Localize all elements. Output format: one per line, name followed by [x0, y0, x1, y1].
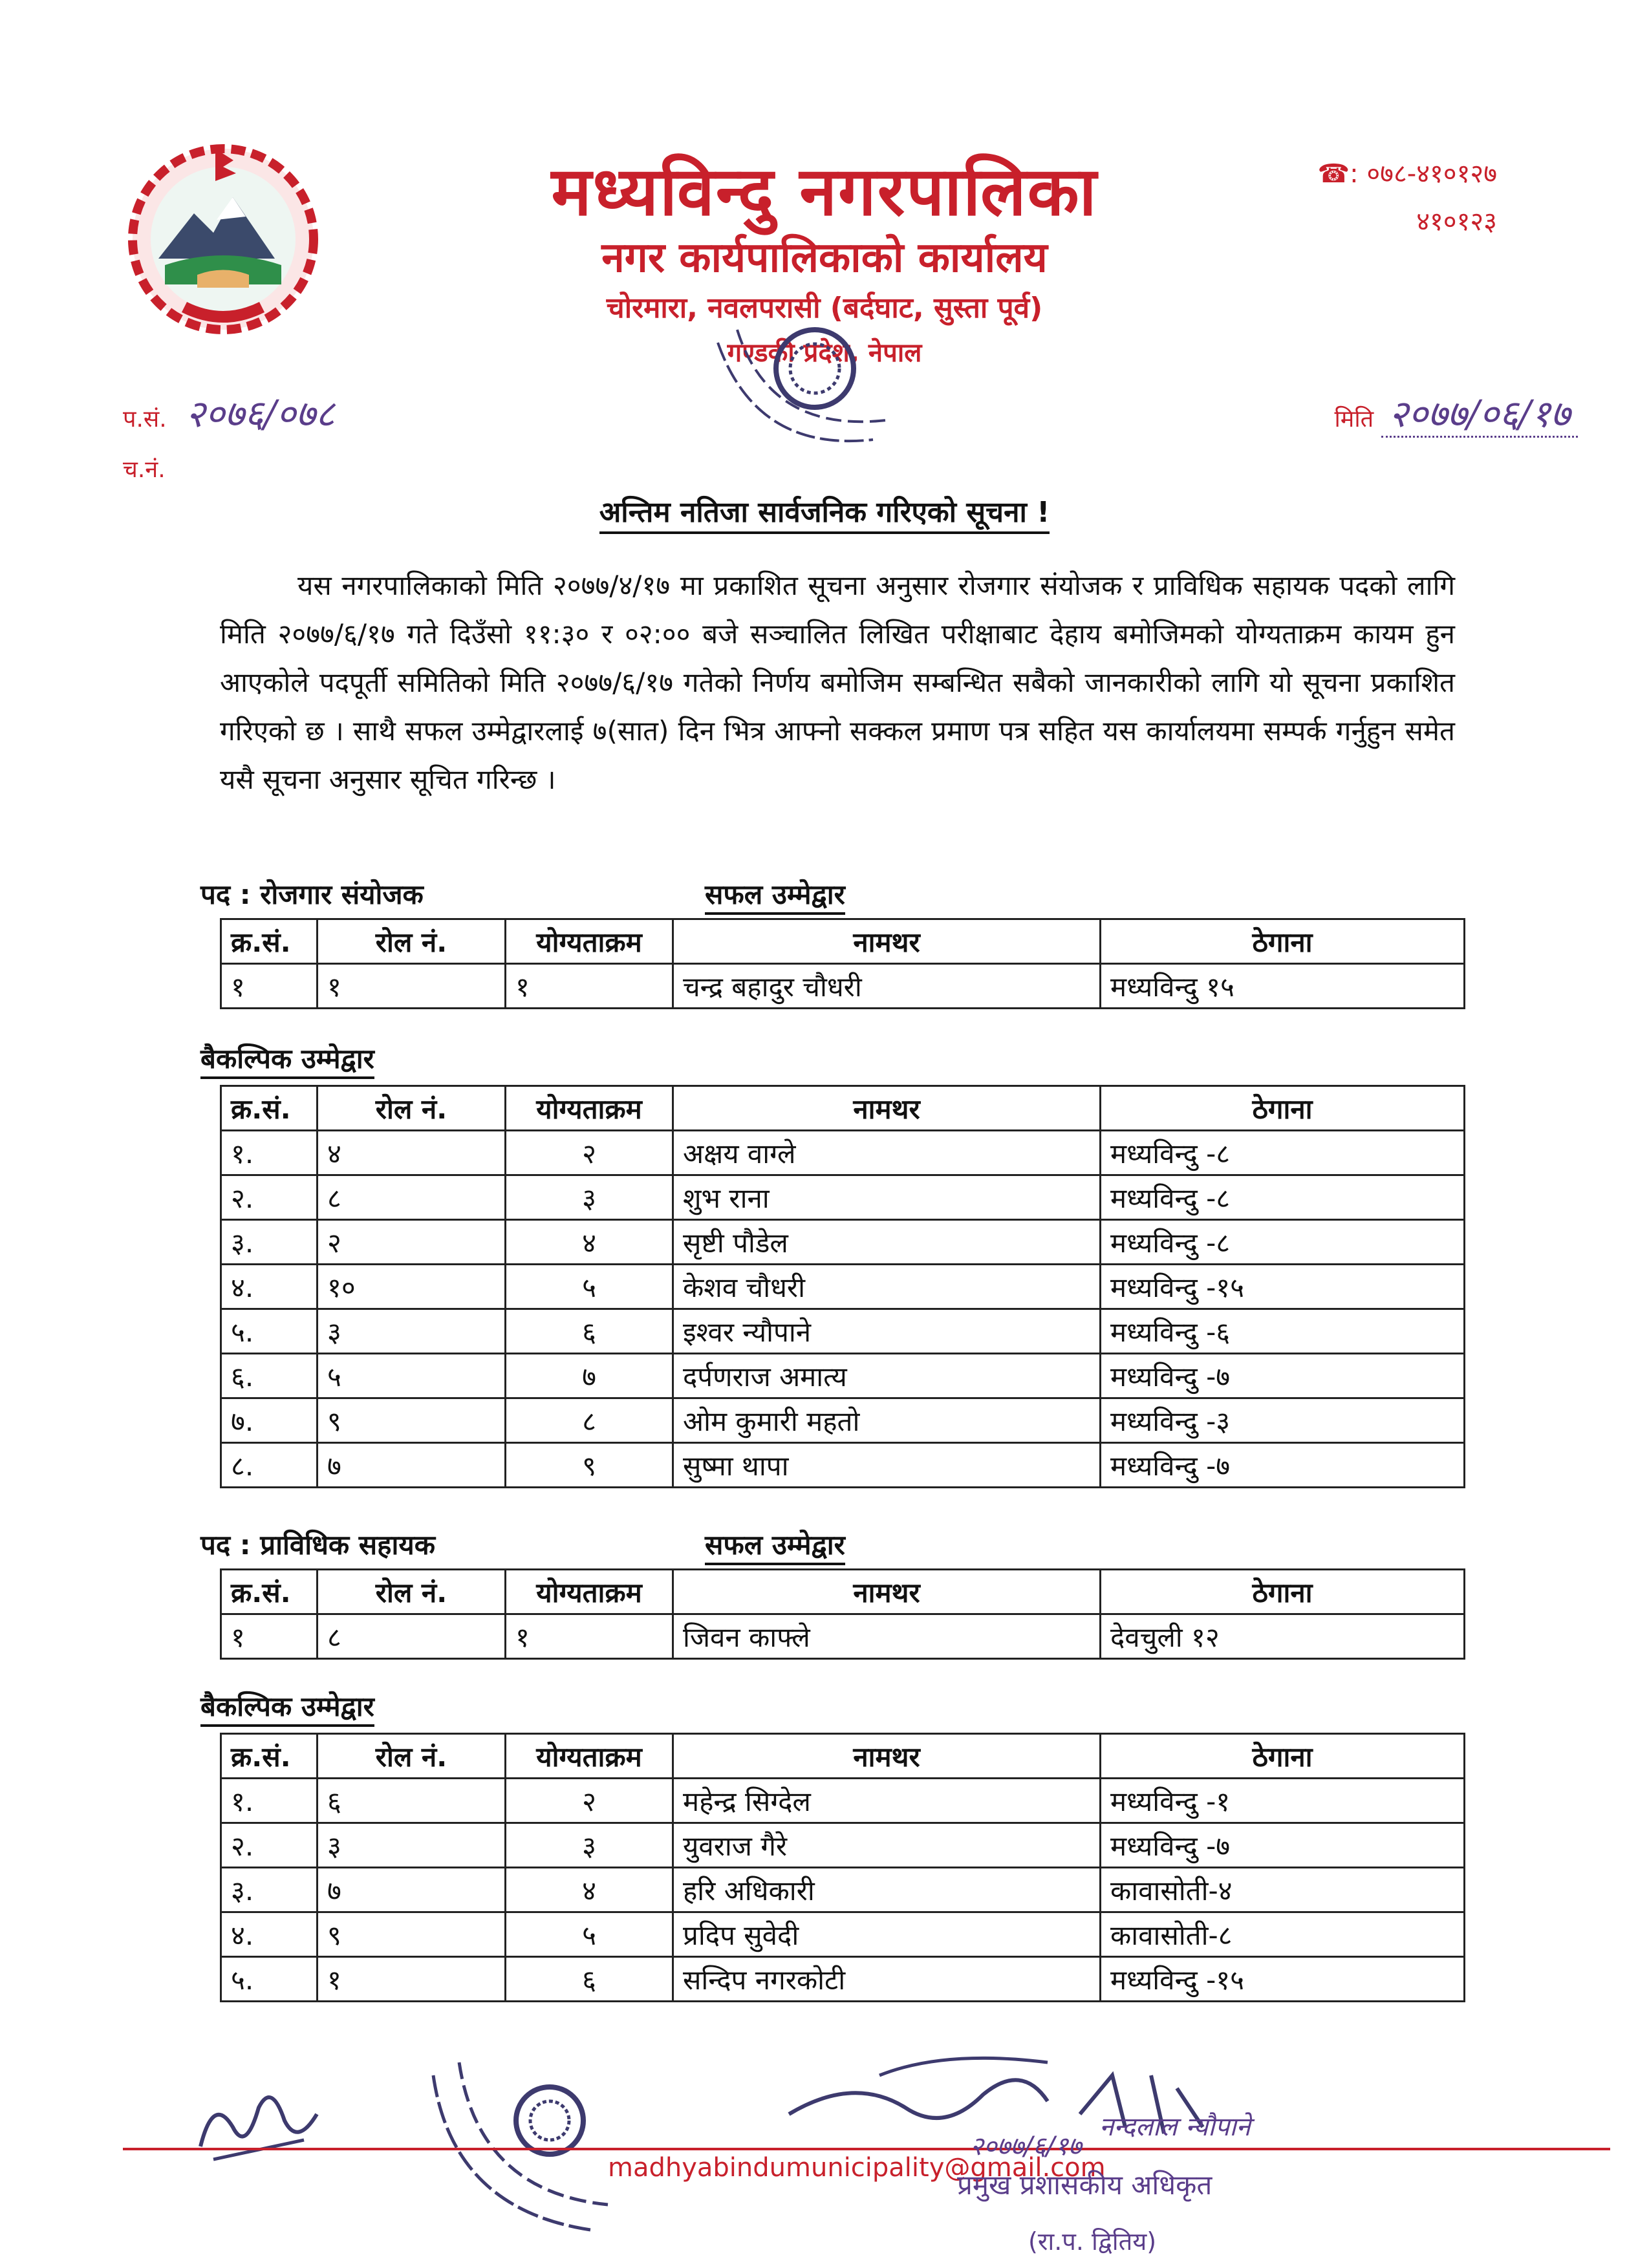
cell-sn: १	[221, 1614, 318, 1659]
cell-name: चन्द्र बहादुर चौधरी	[673, 964, 1101, 1009]
cell-roll: ७	[318, 1443, 506, 1488]
org-name: मध्यविन्दु नगरपालिका	[551, 152, 1098, 231]
cell-sn: ७.	[221, 1398, 318, 1443]
date-label: मिति	[1334, 406, 1374, 433]
office-name: नगर कार्यपालिकाको कार्यालय	[601, 234, 1048, 282]
footer-email[interactable]: madhyabindumunicipality@gmail.com	[608, 2153, 1106, 2183]
cell-sn: ६.	[221, 1354, 318, 1398]
post2-alternate-label: बैकल्पिक उम्मेद्वार	[200, 1687, 374, 1727]
col-header-roll: रोल नं.	[318, 1086, 506, 1131]
cell-address: देवचुली १२	[1101, 1614, 1465, 1659]
cell-sn: ३.	[221, 1220, 318, 1265]
post2-successful-label: सफल उम्मेद्वार	[705, 1526, 845, 1565]
cell-roll: १	[318, 1957, 506, 2002]
cell-address: मध्यविन्दु -१	[1101, 1779, 1465, 1823]
cell-roll: ५	[318, 1354, 506, 1398]
post1-label: पद : रोजगार संयोजक	[200, 879, 424, 910]
cell-sn: २.	[221, 1823, 318, 1868]
table-row	[221, 1398, 1465, 1443]
cell-name: युवराज गैरे	[673, 1823, 1101, 1868]
col-header-sn: क्र.सं.	[221, 1086, 318, 1131]
officer-class: (रा.प. द्वितिय)	[1028, 2227, 1157, 2256]
cell-roll: २	[318, 1220, 506, 1265]
cell-address: मध्यविन्दु -७	[1101, 1443, 1465, 1488]
cell-merit: ६	[506, 1309, 673, 1354]
officer-title: प्रमुख प्रशासकीय अधिकृत	[957, 2169, 1212, 2201]
table-row	[221, 1779, 1465, 1823]
cell-merit: ८	[506, 1398, 673, 1443]
phone-line-2: ४१०१२३	[1416, 207, 1497, 237]
province-name: गण्डकी प्रदेश, नेपाल	[727, 338, 922, 368]
col-header-merit: योग्यताक्रम	[506, 1570, 673, 1614]
cell-sn: २.	[221, 1175, 318, 1220]
cell-merit: ९	[506, 1443, 673, 1488]
table-row	[221, 1265, 1465, 1309]
table-row	[221, 964, 1465, 1009]
col-header-name: नामथर	[673, 919, 1101, 964]
post2-successful-table	[220, 1568, 1465, 1660]
cell-merit: २	[506, 1131, 673, 1175]
col-header-roll: रोल नं.	[318, 1570, 506, 1614]
table-row	[221, 1443, 1465, 1488]
cell-sn: ४.	[221, 1912, 318, 1957]
col-header-address: ठेगाना	[1101, 1734, 1465, 1779]
cell-sn: ३.	[221, 1868, 318, 1912]
cell-address: मध्यविन्दु -८	[1101, 1175, 1465, 1220]
post1-alternate-table	[220, 1085, 1465, 1488]
table-row	[221, 1354, 1465, 1398]
officer-name: नन्दलाल न्यौपाने	[1099, 2112, 1251, 2142]
cell-address: मध्यविन्दु -७	[1101, 1354, 1465, 1398]
cell-name: इश्वर न्यौपाने	[673, 1309, 1101, 1354]
cell-merit: ५	[506, 1912, 673, 1957]
office-stamp-icon	[679, 304, 938, 472]
col-header-sn: क्र.सं.	[221, 919, 318, 964]
officer-signature-date: २०७७/६/१७	[970, 2132, 1082, 2161]
dispatch-number-label: च.नं.	[123, 456, 166, 483]
col-header-merit: योग्यताक्रम	[506, 919, 673, 964]
cell-roll: ३	[318, 1309, 506, 1354]
cell-sn: ८.	[221, 1443, 318, 1488]
cell-name: केशव चौधरी	[673, 1265, 1101, 1309]
cell-name: ओम कुमारी महतो	[673, 1398, 1101, 1443]
cell-name: शुभ राना	[673, 1175, 1101, 1220]
table-row	[221, 1220, 1465, 1265]
col-header-address: ठेगाना	[1101, 1570, 1465, 1614]
post1-successful-label: सफल उम्मेद्वार	[705, 875, 845, 915]
cell-merit: ७	[506, 1354, 673, 1398]
cell-merit: १	[506, 1614, 673, 1659]
table-row	[221, 1614, 1465, 1659]
footer-divider	[123, 2148, 1610, 2150]
cell-sn: १.	[221, 1779, 318, 1823]
reference-label: प.सं.	[123, 406, 167, 433]
bottom-stamp-icon	[414, 2049, 621, 2256]
cell-merit: १	[506, 964, 673, 1009]
cell-merit: ४	[506, 1868, 673, 1912]
cell-name: महेन्द्र सिग्देल	[673, 1779, 1101, 1823]
post2-alternate-table	[220, 1733, 1465, 2002]
cell-name: दर्पणराज अमात्य	[673, 1354, 1101, 1398]
col-header-name: नामथर	[673, 1086, 1101, 1131]
post1-alternate-label: बैकल्पिक उम्मेद्वार	[200, 1040, 374, 1079]
cell-sn: ४.	[221, 1265, 318, 1309]
cell-name: सुष्मा थापा	[673, 1443, 1101, 1488]
cell-roll: ७	[318, 1868, 506, 1912]
reference-value: २०७६/०७८	[186, 392, 335, 436]
cell-merit: ४	[506, 1220, 673, 1265]
cell-name: अक्षय वाग्ले	[673, 1131, 1101, 1175]
col-header-address: ठेगाना	[1101, 919, 1465, 964]
notice-body: यस नगरपालिकाको मिति २०७७/४/१७ मा प्रकाशित सूचना अनुसार रोजगार संयोजक र प्राविधिक सहायक पदको लागि मिति २०७७/६/१७ गते दिउँसो ११:३० र ०२:०० बजे सञ्चालित लिखित परीक्षाबाट देहाय बमोजिमको योग्यताक्रम कायम हुन आएकोले पदपूर्ती समितिको मिति २०७७/६/१७ गतेको निर्णय बमोजिम सम्बन्धित सबैको जानकारीको लागि यो सूचना प्रकाशित गरिएको छ । साथै सफल उम्मेद्वारलाई ७(सात) दिन भित्र आफ्नो सक्कल प्रमाण पत्र सहित यस कार्यालयमा सम्पर्क गर्नुहुन समेत यसै सूचना अनुसार सूचित गरिन्छ ।	[220, 570, 1455, 795]
phone-line-1: ☎: ०७८-४१०१२७	[1317, 159, 1497, 189]
cell-roll: ९	[318, 1398, 506, 1443]
col-header-sn: क्र.सं.	[221, 1570, 318, 1614]
post2-label: पद : प्राविधिक सहायक	[200, 1529, 435, 1561]
cell-address: मध्यविन्दु -१५	[1101, 1957, 1465, 2002]
table-row	[221, 1823, 1465, 1868]
cell-merit: ६	[506, 1957, 673, 2002]
col-header-name: नामथर	[673, 1570, 1101, 1614]
office-address: चोरमारा, नवलपरासी (बर्दघाट, सुस्ता पूर्व)	[606, 292, 1043, 325]
cell-address: मध्यविन्दु -३	[1101, 1398, 1465, 1443]
cell-roll: ८	[318, 1614, 506, 1659]
table-row	[221, 1957, 1465, 2002]
cell-address: मध्यविन्दु -१५	[1101, 1265, 1465, 1309]
reference-number	[123, 387, 335, 438]
cell-roll: ३	[318, 1823, 506, 1868]
cell-address: मध्यविन्दु -७	[1101, 1823, 1465, 1868]
cell-roll: ४	[318, 1131, 506, 1175]
table-row	[221, 1309, 1465, 1354]
cell-name: सृष्टी पौडेल	[673, 1220, 1101, 1265]
cell-roll: ८	[318, 1175, 506, 1220]
cell-merit: ३	[506, 1823, 673, 1868]
cell-address: मध्यविन्दु १५	[1101, 964, 1465, 1009]
table-row	[221, 1131, 1465, 1175]
cell-sn: ५.	[221, 1957, 318, 2002]
post1-successful-table	[220, 918, 1465, 1009]
cell-sn: १.	[221, 1131, 318, 1175]
cell-name: हरि अधिकारी	[673, 1868, 1101, 1912]
col-header-merit: योग्यताक्रम	[506, 1086, 673, 1131]
table-row	[221, 1912, 1465, 1957]
col-header-merit: योग्यताक्रम	[506, 1734, 673, 1779]
cell-roll: १०	[318, 1265, 506, 1309]
cell-address: मध्यविन्दु -६	[1101, 1309, 1465, 1354]
cell-sn: १	[221, 964, 318, 1009]
col-header-name: नामथर	[673, 1734, 1101, 1779]
table-row	[221, 1868, 1465, 1912]
date-field	[1334, 387, 1578, 438]
date-value: २०७७/०६/१७	[1381, 392, 1578, 438]
col-header-sn: क्र.सं.	[221, 1734, 318, 1779]
cell-merit: ५	[506, 1265, 673, 1309]
cell-address: कावासोती-८	[1101, 1912, 1465, 1957]
cell-roll: ९	[318, 1912, 506, 1957]
cell-address: मध्यविन्दु -८	[1101, 1131, 1465, 1175]
cell-address: कावासोती-४	[1101, 1868, 1465, 1912]
cell-sn: ५.	[221, 1309, 318, 1354]
cell-name: जिवन काफ्ले	[673, 1614, 1101, 1659]
cell-merit: ३	[506, 1175, 673, 1220]
cell-name: प्रदिप सुवेदी	[673, 1912, 1101, 1957]
cell-merit: २	[506, 1779, 673, 1823]
cell-address: मध्यविन्दु -८	[1101, 1220, 1465, 1265]
col-header-roll: रोल नं.	[318, 919, 506, 964]
cell-name: सन्दिप नगरकोटी	[673, 1957, 1101, 2002]
cell-roll: ६	[318, 1779, 506, 1823]
col-header-address: ठेगाना	[1101, 1086, 1465, 1131]
table-row	[221, 1175, 1465, 1220]
left-signature-icon	[188, 2069, 330, 2172]
notice-heading: अन्तिम नतिजा सार्वजनिक गरिएको सूचना !	[0, 491, 1649, 530]
col-header-roll: रोल नं.	[318, 1734, 506, 1779]
cell-roll: १	[318, 964, 506, 1009]
phone-block	[1317, 150, 1497, 246]
